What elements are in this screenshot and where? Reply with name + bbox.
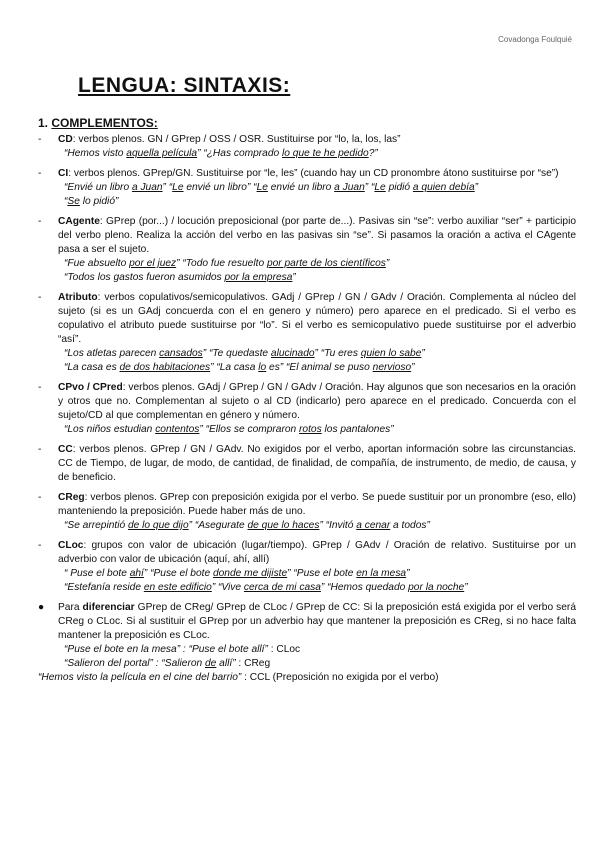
desc-cpvo: : verbos plenos. GAdj / GPrep / GN / GAdv / Oración. Hay algunos que son necesarios en la oración y otros que no. Complementan al sujeto o al CD (indicarlo) pero aparece en el predicado. Concuerda con el sujeto/CD al que complementan en género y número. (58, 382, 576, 421)
list-item-ci (38, 167, 576, 209)
list-item-creg (38, 491, 576, 533)
example-line: “Envié un libro a Juan” “Le envié un libro” “Le envié un libro a Juan” “Le pidió a quien debía” (64, 182, 479, 193)
term-ci: CI (58, 168, 69, 179)
term-cloc: CLoc (58, 540, 84, 551)
desc-creg: : verbos plenos. GPrep con preposición exigida por el verbo. Se puede sustituir por un pronombre (eso, ello) manteniendo la preposición. Puede haber más de uno. (58, 492, 576, 517)
document-body (38, 116, 576, 685)
example-line: “Fue absuelto por el juez” “Todo fue resuelto por parte de los científicos” (64, 258, 390, 269)
dash-bullet: - (38, 216, 42, 227)
page-title: LENGUA: SINTAXIS: (78, 74, 291, 97)
example-line: “Los atletas parecen cansados” “Te quedaste alucinado” “Tu eres quien lo sabe” (64, 348, 425, 359)
dash-bullet: - (38, 134, 42, 145)
term-diferenciar: diferenciar (82, 602, 135, 613)
list-item-cd (38, 133, 576, 161)
desc-cagente: : GPrep (por...) / locución preposicional (por parte de...). Pasivas sin “se”: verbo auxiliar “ser” + participio del verbo pleno. Realiza la acción del verbo en las pasivas sin “se”. Si pasamos la oración a activa el CAgente pasa a ser el sujeto. (58, 216, 576, 255)
desc-cloc: : grupos con valor de ubicación (lugar/tiempo). GPrep / GAdv / Oración de relativo. Sustituirse por un adverbio con valor de ubicación (aquí, ahí, allí) (58, 540, 576, 565)
example-line: “Estefanía reside en este edificio” “Vive cerca de mi casa” “Hemos quedado por la noche” (64, 582, 468, 593)
example-line: “Hemos visto la película en el cine del barrio” : CCL (Preposición no exigida por el verbo) (38, 672, 439, 683)
term-cd: CD (58, 134, 73, 145)
term-cagente: CAgente (58, 216, 100, 227)
list-item-diferenciar: ● Para diferenciar GPrep de CReg/ GPrep de CLoc / GPrep de CC: Si la preposición está exigida por el verbo será CReg o CLoc. Si al sustituir el GPrep por un adverbio hay que mantener la preposición es CReg, si no hace falta mantener la preposición es CLoc. “Puse el bote en la mesa” : “Puse el bote allí” : CLoc “Salieron del portal” : “Salieron de allí” : CReg “Hemos visto la película en el cine del barrio” : CCL (Preposición no exigida por el verbo) (38, 601, 576, 685)
desc-diferenciar: GPrep de CReg/ GPrep de CLoc / GPrep de CC: Si la preposición está exigida por el verbo será CReg o CLoc. Si al sustituir el GPrep por un adverbio hay que mantener la preposición es CReg, si no hace falta mantener la preposición es CLoc. (58, 602, 576, 641)
section-heading (38, 116, 576, 130)
example-line: “Puse el bote en la mesa” : “Puse el bote allí” : CLoc (64, 644, 301, 655)
example-line: “ Puse el bote ahí” “Puse el bote donde me dijiste” “Puse el bote en la mesa” (64, 568, 410, 579)
dash-bullet: - (38, 382, 42, 393)
list-item-cc (38, 443, 576, 485)
example-line: “Hemos visto aquella película” “¿Has comprado lo que te he pedido?” (64, 148, 378, 159)
desc-atributo: : verbos copulativos/semicopulativos. GAdj / GPrep / GN / GAdv / Oración. Complementa al núcleo del sujeto (si es un GAdj concuerda con el en genero y número) pero aparece en el predicado. Si el verbo es copulativo el atributo puede sustituirse por “lo”. Si el verbo es semicopulativo puede sustituirse por el adverbio “así”. (58, 292, 576, 345)
section-label: COMPLEMENTOS: (51, 116, 158, 130)
section-number: 1. (38, 116, 49, 130)
example-line: “Los niños estudian contentos” “Ellos se compraron rotos los pantalones” (64, 424, 394, 435)
dash-bullet: - (38, 540, 42, 551)
term-cc: CC (58, 444, 73, 455)
list-item-cloc (38, 539, 576, 595)
dash-bullet: - (38, 292, 42, 303)
desc-ci: : verbos plenos. GPrep/GN. Sustituirse por “le, les” (cuando hay un CD pronombre átono sustituirse por “se”) (68, 168, 559, 179)
example-line: “Se lo pidió” (64, 196, 119, 207)
dash-bullet: - (38, 492, 42, 503)
desc-cd: : verbos plenos. GN / GPrep / OSS / OSR. Sustituirse por “lo, la, los, las” (72, 134, 401, 145)
list-item-atributo (38, 291, 576, 375)
list-item-cagente (38, 215, 576, 285)
dot-bullet: ● (38, 602, 45, 613)
list-item-cpvo (38, 381, 576, 437)
example-line: “Todos los gastos fueron asumidos por la empresa” (64, 272, 296, 283)
example-line: “Salieron del portal” : “Salieron de allí” : CReg (64, 658, 271, 669)
example-line: “La casa es de dos habitaciones” “La casa lo es” “El animal se puso nervioso” (64, 362, 415, 373)
term-creg: CReg (58, 492, 85, 503)
example-line: “Se arrepintió de lo que dijo” “Asegurate de que lo haces” “Invitó a cenar a todos” (64, 520, 430, 531)
term-atributo: Atributo (58, 292, 98, 303)
dash-bullet: - (38, 168, 42, 179)
author-name: Covadonga Foulquié (498, 35, 572, 44)
desc-cc: : verbos plenos. GPrep / GN / GAdv. No exigidos por el verbo, aportan información sobre las circunstancias. CC de Tiempo, de lugar, de modo, de cantidad, de finalidad, de compañía, de instrumento, de medio, de causa, y de beneficio. (58, 444, 576, 483)
term-cpvo: CPvo / CPred (58, 382, 123, 393)
dash-bullet: - (38, 444, 42, 455)
